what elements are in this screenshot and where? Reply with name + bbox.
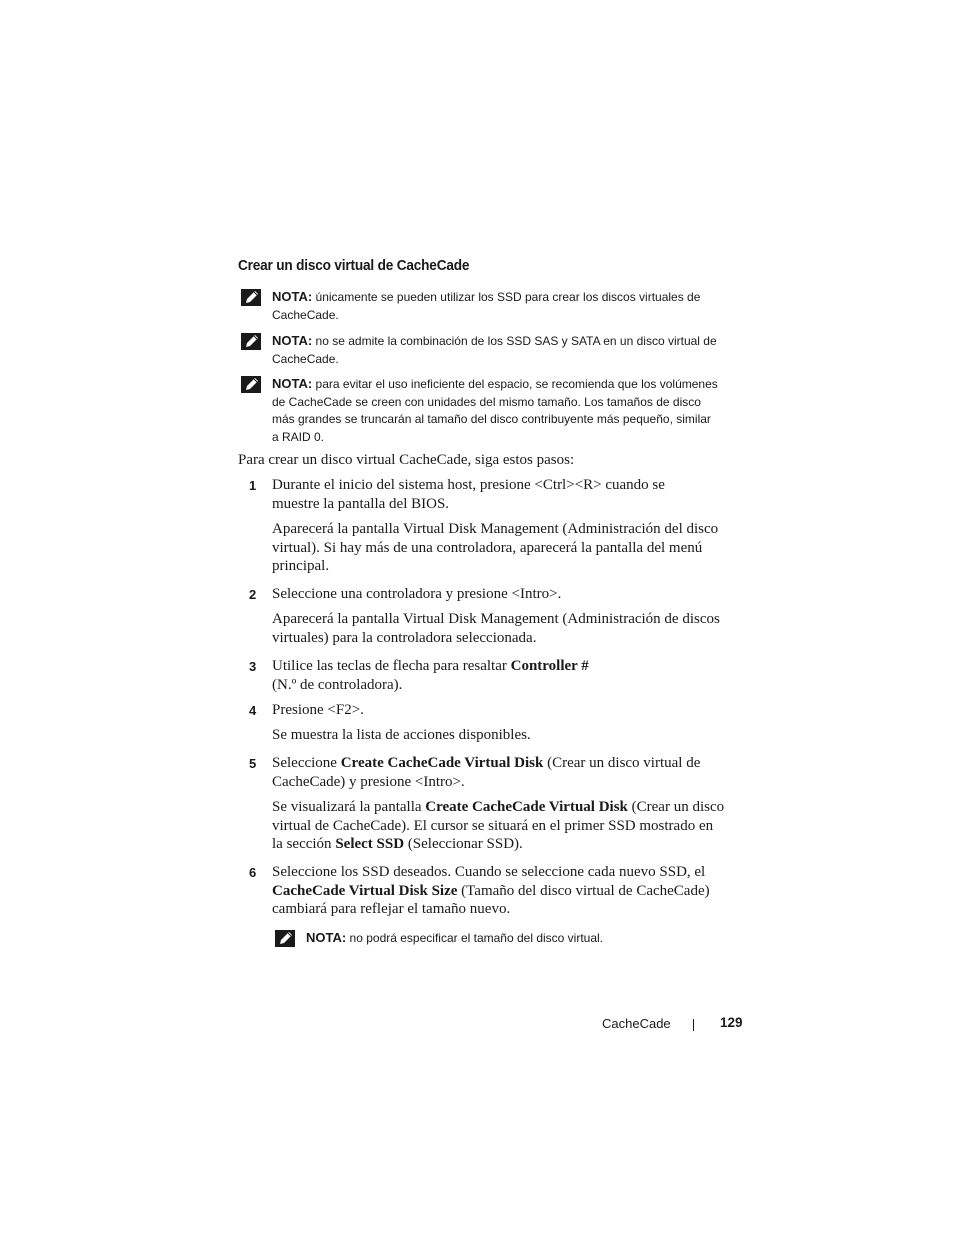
para-line: virtual de CacheCade). El cursor se situará en el primer SSD mostrado en — [272, 817, 714, 834]
text-run: (Crear un disco virtual de — [543, 755, 701, 771]
step-2-text — [272, 585, 738, 604]
ui-term: Controller # — [510, 658, 589, 674]
step-line: (N.º de controladora). — [272, 676, 403, 693]
note-label: NOTA: — [272, 376, 313, 391]
step-line: Presione <F2>. — [272, 702, 364, 718]
para-line — [272, 798, 738, 817]
step-line — [272, 754, 738, 773]
note-pencil-icon — [241, 333, 261, 350]
page-number: 129 — [720, 1015, 743, 1030]
para-line — [272, 835, 738, 854]
para-line: Aparecerá la pantalla Virtual Disk Management (Administración de discos — [272, 611, 720, 627]
para-line: Aparecerá la pantalla Virtual Disk Management (Administración del disco — [272, 521, 719, 537]
note-label: NOTA: — [272, 333, 313, 348]
text-run: Se visualizará la pantalla — [272, 799, 426, 815]
intro-text: Para crear un disco virtual CacheCade, siga estos pasos: — [238, 452, 575, 468]
para-line: virtuales) para la controladora seleccionada. — [272, 629, 537, 646]
text-run: (Seleccionar SSD). — [404, 836, 523, 852]
step-number: 2 — [249, 587, 257, 602]
step-line — [272, 657, 738, 676]
note-text: no podrá especificar el tamaño del disco virtual. — [349, 931, 604, 945]
note-text-cont: a RAID 0. — [272, 429, 325, 444]
step-1-para — [272, 520, 738, 576]
ui-term: Create CacheCade Virtual Disk — [425, 799, 628, 815]
para-line: virtual). Si hay más de una controladora, aparecerá la pantalla del menú — [272, 539, 703, 556]
note-1 — [238, 288, 738, 324]
text-run: (Tamaño del disco virtual de CacheCade) — [457, 882, 710, 899]
step-line: cambiará para reflejar el tamaño nuevo. — [272, 901, 511, 917]
section-title: Crear un disco virtual de CacheCade — [238, 258, 470, 274]
note-label: NOTA: — [272, 289, 313, 304]
step-3-text — [272, 657, 738, 694]
ui-term: CacheCade Virtual Disk Size — [272, 882, 458, 899]
step-6-text — [272, 863, 738, 919]
step-5-para — [272, 798, 738, 854]
footer-chapter-label: CacheCade — [602, 1016, 671, 1031]
step-line — [272, 882, 738, 901]
note-text: no se admite la combinación de los SSD SAS y SATA en un disco virtual de — [315, 334, 717, 348]
step-line: Seleccione los SSD deseados. Cuando se seleccione cada nuevo SSD, el — [272, 864, 706, 880]
para-line: principal. — [272, 558, 330, 574]
note-3 — [238, 375, 738, 446]
note-text-cont: CacheCade. — [272, 351, 339, 366]
document-page — [238, 0, 743, 1235]
step-2-para — [272, 610, 738, 647]
note-pencil-icon — [241, 289, 261, 306]
note-text-cont: CacheCade. — [272, 307, 339, 322]
note-2 — [238, 332, 738, 368]
step-number: 3 — [249, 659, 257, 674]
step-number: 6 — [249, 865, 257, 880]
para-line: Se muestra la lista de acciones disponibles. — [272, 727, 531, 743]
step-5-text — [272, 754, 738, 791]
note-4 — [272, 929, 738, 948]
note-label: NOTA: — [306, 930, 347, 945]
footer-separator — [693, 1019, 694, 1031]
step-4-text — [272, 701, 738, 720]
note-text: únicamente se pueden utilizar los SSD para crear los discos virtuales de — [315, 290, 701, 304]
text-run: Utilice las teclas de flecha para resaltar — [272, 658, 511, 674]
note-pencil-icon — [241, 376, 261, 393]
note-text: para evitar el uso ineficiente del espacio, se recomienda que los volúmenes — [315, 377, 718, 391]
note-text-cont: más grandes se truncarán al tamaño del disco contribuyente más pequeño, similar — [272, 412, 711, 426]
step-line: muestre la pantalla del BIOS. — [272, 495, 450, 512]
text-run: la sección — [272, 836, 336, 852]
step-line: CacheCade) y presione <Intro>. — [272, 773, 465, 790]
note-text-cont: de CacheCade se creen con unidades del mismo tamaño. Los tamaños de disco — [272, 394, 701, 409]
step-number: 5 — [249, 756, 257, 771]
text-run: (Crear un disco — [627, 799, 725, 815]
step-number: 1 — [249, 478, 257, 493]
note-pencil-icon — [275, 930, 295, 947]
step-line: Seleccione una controladora y presione <Intro>. — [272, 586, 562, 602]
ui-term: Create CacheCade Virtual Disk — [340, 755, 544, 771]
ui-term: Select SSD — [335, 836, 405, 852]
step-1-text — [272, 476, 738, 513]
text-run: Seleccione — [272, 755, 341, 771]
step-line: Durante el inicio del sistema host, presione <Ctrl><R> cuando se — [272, 477, 665, 493]
step-4-para — [272, 726, 738, 745]
step-number: 4 — [249, 703, 257, 718]
